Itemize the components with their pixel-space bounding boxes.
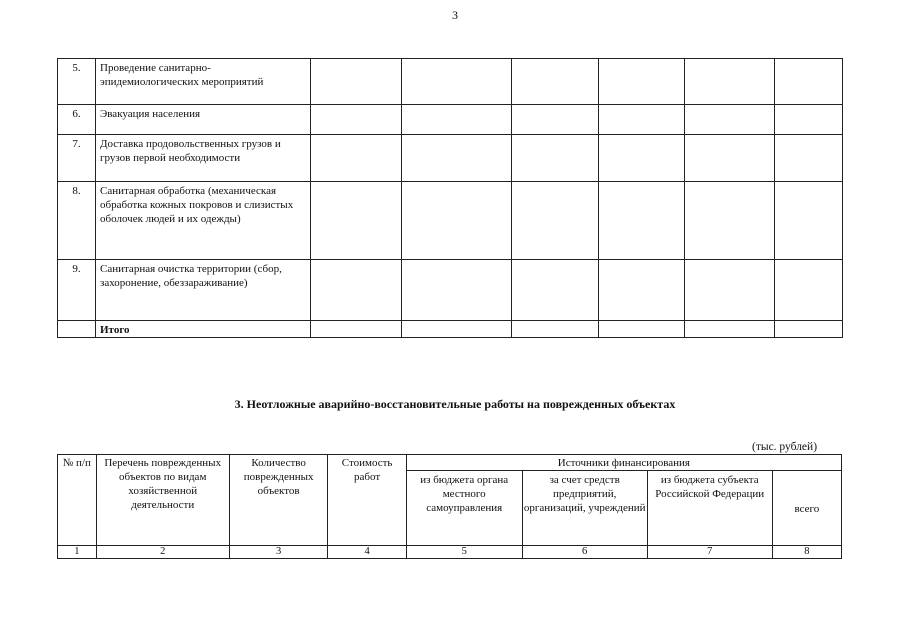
table-row	[58, 182, 843, 260]
table-row	[58, 59, 843, 105]
empty-cell	[512, 135, 599, 182]
row-number: 9.	[58, 260, 96, 321]
header-row	[58, 455, 842, 471]
header-region-budget: из бюджета субъекта Российской Федерации	[647, 471, 772, 546]
column-number: 8	[772, 546, 841, 559]
empty-cell	[599, 59, 685, 105]
header-num: № п/п	[58, 455, 97, 546]
row-name: Эвакуация населения	[96, 105, 311, 135]
upper-table	[57, 58, 843, 338]
header-cost: Стоимость работ	[328, 455, 406, 546]
units-label: (тыс. рублей)	[752, 441, 818, 453]
column-number: 7	[647, 546, 772, 559]
empty-cell	[402, 135, 512, 182]
column-number: 4	[328, 546, 406, 559]
row-number: 8.	[58, 182, 96, 260]
empty-cell	[775, 105, 843, 135]
empty-cell	[599, 135, 685, 182]
table-row	[58, 105, 843, 135]
column-number: 1	[58, 546, 97, 559]
empty-cell	[512, 260, 599, 321]
empty-cell	[685, 260, 775, 321]
empty-cell	[685, 59, 775, 105]
column-number: 2	[96, 546, 229, 559]
empty-cell	[685, 105, 775, 135]
empty-cell	[685, 135, 775, 182]
column-number: 5	[406, 546, 522, 559]
column-number: 3	[229, 546, 328, 559]
empty-cell	[311, 59, 402, 105]
empty-cell	[311, 321, 402, 338]
header-list: Перечень поврежденных объектов по видам хозяйственной деятельности	[96, 455, 229, 546]
header-count: Количество поврежденных объектов	[229, 455, 328, 546]
total-label: Итого	[96, 321, 311, 338]
empty-cell	[402, 59, 512, 105]
empty-cell	[685, 321, 775, 338]
empty-cell	[775, 182, 843, 260]
empty-cell	[775, 260, 843, 321]
empty-cell	[512, 105, 599, 135]
empty-cell	[599, 260, 685, 321]
empty-cell	[775, 321, 843, 338]
empty-cell	[599, 182, 685, 260]
row-name: Проведение санитарно-эпидемиологических мероприятий	[96, 59, 311, 105]
empty-cell	[775, 59, 843, 105]
column-numbers-row	[58, 546, 842, 559]
row-number: 7.	[58, 135, 96, 182]
header-sources: Источники финансирования	[406, 455, 841, 471]
empty-cell	[512, 321, 599, 338]
empty-cell	[599, 321, 685, 338]
header-enterprises: за счет средств предприятий, организаций, учреждений	[522, 471, 647, 546]
empty-cell	[402, 105, 512, 135]
page-number: 3	[452, 8, 458, 22]
empty-cell	[311, 105, 402, 135]
empty-cell	[402, 260, 512, 321]
empty-cell	[512, 182, 599, 260]
row-number	[58, 321, 96, 338]
row-number: 5.	[58, 59, 96, 105]
empty-cell	[402, 321, 512, 338]
empty-cell	[311, 135, 402, 182]
header-local-budget: из бюджета органа местного самоуправления	[406, 471, 522, 546]
table-row-total	[58, 321, 843, 338]
row-number: 6.	[58, 105, 96, 135]
row-name: Доставка продовольственных грузов и грузов первой необходимости	[96, 135, 311, 182]
empty-cell	[775, 135, 843, 182]
empty-cell	[512, 59, 599, 105]
lower-table	[57, 454, 842, 559]
empty-cell	[599, 105, 685, 135]
section-title: 3. Неотложные аварийно-восстановительные работы на поврежденных объектах	[234, 397, 676, 411]
empty-cell	[685, 182, 775, 260]
row-name: Санитарная обработка (механическая обработка кожных покровов и слизистых оболочек людей и их одежды)	[96, 182, 311, 260]
empty-cell	[311, 182, 402, 260]
column-number: 6	[522, 546, 647, 559]
empty-cell	[311, 260, 402, 321]
header-total: всего	[772, 471, 841, 546]
row-name: Санитарная очистка территории (сбор, захоронение, обеззараживание)	[96, 260, 311, 321]
empty-cell	[402, 182, 512, 260]
table-row	[58, 260, 843, 321]
table-row	[58, 135, 843, 182]
